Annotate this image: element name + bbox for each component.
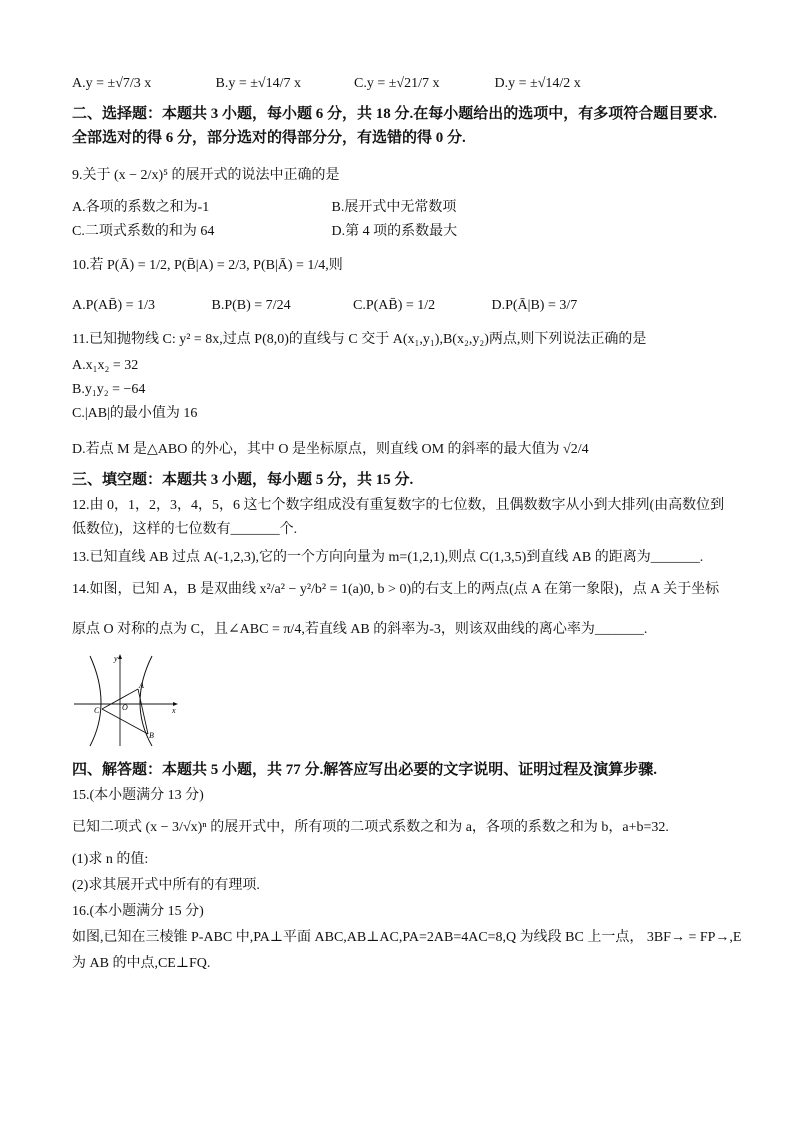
q10-option-d: D.P(Ā|B) = 3/7 bbox=[491, 298, 578, 313]
q8-options bbox=[72, 74, 581, 94]
q10-option-a: A.P(AB̄) = 1/3 bbox=[72, 298, 155, 313]
q8-option-a: A.y = ±√7/3 x bbox=[72, 76, 152, 91]
figure-label-x: x bbox=[172, 706, 176, 715]
q9-options-row1 bbox=[72, 198, 456, 218]
q16-line1: 如图,已知在三棱锥 P-ABC 中,PA⊥平面 ABC,AB⊥AC,PA=2AB=4AC=8,Q 为线段 BC 上一点， 3BF→ = FP→,E bbox=[72, 930, 742, 945]
section-3-title: 三、填空题：本题共 3 小题，每小题 5 分，共 15 分. bbox=[72, 472, 414, 488]
q9-option-d: D.第 4 项的系数最大 bbox=[331, 224, 458, 239]
q12-line1: 12.由 0，1，2，3，4，5，6 这七个数字组成没有重复数字的七位数，且偶数数字从小到大排列(由高数位到 bbox=[72, 498, 725, 513]
q9-option-c: C.二项式系数的和为 64 bbox=[72, 224, 215, 239]
q14-hyperbola-figure bbox=[72, 652, 182, 748]
q12-line2: 低数位)，这样的七位数有_______个. bbox=[72, 522, 298, 537]
figure-label-c: C bbox=[94, 706, 100, 715]
q8-option-d: D.y = ±√14/2 x bbox=[494, 76, 581, 91]
section-2-title: 二、选择题：本题共 3 小题，每小题 6 分，共 18 分.在每小题给出的选项中，有多项符合题目要求.全部选对的得 6 分，部分选对的得部分分，有选错的得 0 分. bbox=[72, 106, 718, 146]
q10-stem: 10.若 P(Ā) = 1/2, P(B̄|A) = 2/3, P(B|Ā) = 1/4,则 bbox=[72, 258, 343, 273]
q14-line2: 原点 O 对称的点为 C，且∠ABC = π/4,若直线 AB 的斜率为-3，则该双曲线的离心率为_______. bbox=[72, 622, 648, 637]
q10-option-c: C.P(AB̄) = 1/2 bbox=[353, 298, 436, 313]
segment-ab bbox=[138, 689, 148, 734]
q9-option-a: A.各项的系数之和为-1 bbox=[72, 200, 210, 215]
q9-option-b: B.展开式中无常数项 bbox=[331, 200, 457, 215]
q15-stem: 已知二项式 (x − 3/√x)ⁿ 的展开式中，所有项的二项式系数之和为 a，各项的系数之和为 b，a+b=32. bbox=[72, 820, 669, 835]
q14-line1: 14.如图，已知 A，B 是双曲线 x²/a² − y²/b² = 1(a)0, b > 0)的右支上的两点(点 A 在第一象限)，点 A 关于坐标 bbox=[72, 582, 720, 597]
q13-text: 13.已知直线 AB 过点 A(-1,2,3),它的一个方向向量为 m=(1,2,1),则点 C(1,3,5)到直线 AB 的距离为_______. bbox=[72, 550, 704, 565]
q10-options bbox=[72, 296, 577, 316]
figure-label-y: y bbox=[114, 654, 118, 663]
q15-part2: (2)求其展开式中所有的有理项. bbox=[72, 878, 260, 893]
q11-option-b: B.y₁y₂ = −64 bbox=[72, 382, 146, 397]
figure-y-arrow bbox=[118, 654, 122, 659]
q15-part1: (1)求 n 的值: bbox=[72, 852, 149, 867]
figure-label-a: A bbox=[139, 681, 144, 690]
q9-options-row2 bbox=[72, 222, 457, 242]
q11-option-a: A.x₁x₂ = 32 bbox=[72, 358, 139, 373]
q8-option-b: B.y = ±√14/7 x bbox=[215, 76, 301, 91]
q11-stem: 11.已知抛物线 C: y² = 8x,过点 P(8,0)的直线与 C 交于 A(x₁,y₁),B(x₂,y₂)两点,则下列说法正确的是 bbox=[72, 332, 647, 347]
q11-option-d: D.若点 M 是△ABO 的外心，其中 O 是坐标原点，则直线 OM 的斜率的最大值为 √2/4 bbox=[72, 442, 589, 457]
q11-option-c: C.|AB|的最小值为 16 bbox=[72, 406, 198, 421]
q10-option-b: B.P(B) = 7/24 bbox=[211, 298, 291, 313]
q8-option-c: C.y = ±√21/7 x bbox=[354, 76, 440, 91]
q9-stem: 9.关于 (x − 2/x)⁵ 的展开式的说法中正确的是 bbox=[72, 168, 340, 183]
figure-label-b: B bbox=[149, 731, 154, 740]
q15-header: 15.(本小题满分 13 分) bbox=[72, 788, 204, 803]
figure-label-o: O bbox=[122, 703, 128, 712]
hyperbola-left-branch bbox=[90, 656, 101, 746]
q16-line2: 为 AB 的中点,CE⊥FQ. bbox=[72, 956, 211, 971]
q16-header: 16.(本小题满分 15 分) bbox=[72, 904, 204, 919]
section-4-title: 四、解答题：本题共 5 小题，共 77 分.解答应写出必要的文字说明、证明过程及演算步骤. bbox=[72, 762, 658, 778]
